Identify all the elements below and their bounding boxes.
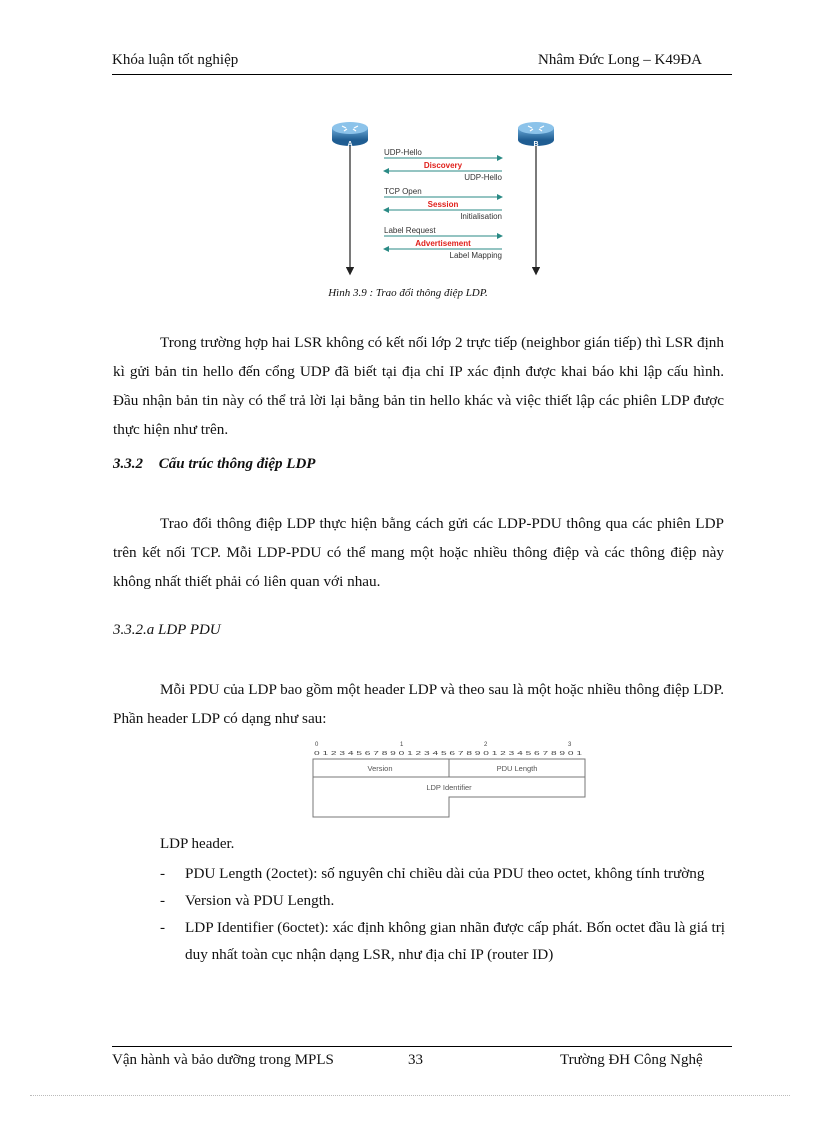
footer-right: Trường ĐH Công Nghệ	[560, 1052, 703, 1068]
list-item-text: Version và PDU Length.	[185, 892, 335, 909]
router-a-icon	[332, 122, 368, 148]
header-right: Nhâm Đức Long – K49ĐA	[538, 52, 702, 68]
section-title: Cấu trúc thông điệp LDP	[158, 456, 316, 472]
field-ldp-identifier: LDP Identifier	[426, 783, 472, 792]
paragraph-2-text: Trao đổi thông điệp LDP thực hiện bằng cách gửi các LDP-PDU thông qua các phiên LDP trên kết nối TCP. Mỗi LDP-PDU có thể mang một hoặc nhiều thông điệp và các thông điệp này không nhất thiết phải có liên quan với nhau.	[113, 515, 724, 590]
section-number: 3.3.2	[113, 456, 143, 472]
phase-discovery: Discovery	[423, 161, 463, 170]
section-heading	[113, 456, 315, 473]
footer-left: Vận hành và bảo dưỡng trong MPLS	[112, 1052, 334, 1068]
bullet-list	[160, 860, 725, 968]
phase-session: Session	[427, 200, 459, 209]
ruler-tens-2: 2	[484, 742, 488, 748]
ruler-tens-0: 0	[315, 742, 319, 748]
paragraph-1-text: Trong trường hợp hai LSR không có kết nối lớp 2 trực tiếp (neighbor gián tiếp) thì LSR định kì gửi bản tin hello đến cổng UDP đã biết tại địa chỉ IP xác định được khai báo khi lập cấu hình. Đầu nhận bản tin này có thể trả lời lại bằng bản tin hello khác và việc thiết lập các phiên LDP được thực hiện như trên.	[113, 334, 724, 438]
header-left: Khóa luận tốt nghiệp	[112, 52, 239, 68]
paragraph-2	[113, 509, 724, 596]
list-item: - LDP Identifier (6octet): xác định không gian nhãn được cấp phát. Bốn octet đầu là giá trị duy nhất toàn cục nhận dạng LSR, như địa chỉ IP (router ID)	[160, 919, 725, 963]
page-number: 33	[408, 1052, 423, 1068]
field-pdu-length: PDU Length	[496, 764, 538, 773]
msg-initialisation: Initialisation	[460, 212, 502, 221]
figure-caption: Hình 3.9 : Trao đổi thông điệp LDP.	[328, 287, 488, 299]
phase-advertisement: Advertisement	[415, 239, 471, 248]
ldp-header-diagram	[312, 738, 587, 818]
msg-tcp-open: TCP Open	[384, 187, 422, 196]
ldp-exchange-diagram	[330, 118, 560, 278]
footer-divider	[112, 1046, 732, 1047]
ldp-header-caption: LDP header.	[160, 836, 235, 852]
router-b-icon	[518, 122, 554, 148]
msg-udp-hello-1: UDP-Hello	[384, 148, 422, 157]
page-bottom-edge	[30, 1095, 790, 1096]
ruler-tens-1: 1	[400, 742, 404, 748]
router-b-label: B	[533, 141, 539, 148]
msg-label-request: Label Request	[384, 226, 436, 235]
ruler-tens-3: 3	[568, 742, 572, 748]
subsection-heading: 3.3.2.a LDP PDU	[113, 622, 221, 638]
router-a-label: A	[347, 141, 353, 148]
list-item-text: LDP Identifier (6octet): xác định không gian nhãn được cấp phát. Bốn octet đầu là giá trị duy nhất toàn cục nhận dạng LSR, như địa chỉ IP (router ID)	[185, 919, 725, 963]
field-version: Version	[367, 764, 393, 773]
paragraph-3-text: Mỗi PDU của LDP bao gồm một header LDP và theo sau là một hoặc nhiều thông điệp LDP. Phần header LDP có dạng như sau:	[113, 681, 724, 727]
msg-udp-hello-2: UDP-Hello	[464, 173, 502, 182]
msg-label-mapping: Label Mapping	[449, 251, 502, 260]
list-item: - PDU Length (2octet): số nguyên chỉ chiều dài của PDU theo octet, không tính trường	[160, 865, 705, 882]
ruler-bits: 0 1 2 3 4 5 6 7 8 9 0 1 2 3 4 5 6 7 8 9 0 1 2 3 4 5 6 7 8 9 0 1	[314, 751, 582, 757]
paragraph-3	[113, 675, 724, 733]
page-header	[112, 52, 732, 75]
list-item: - Version và PDU Length.	[160, 892, 335, 909]
paragraph-1	[113, 328, 724, 444]
list-item-text: PDU Length (2octet): số nguyên chỉ chiều dài của PDU theo octet, không tính trường	[185, 865, 705, 882]
